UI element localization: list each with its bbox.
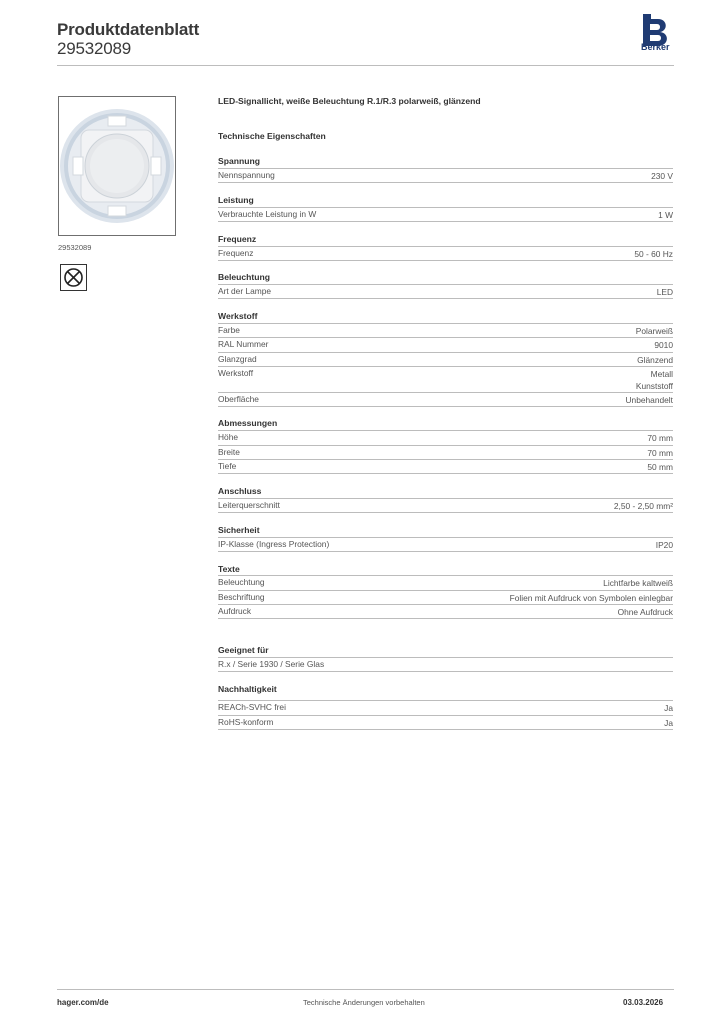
group-title-anschluss: Anschluss — [218, 486, 262, 496]
footer-date: 03.03.2026 — [623, 998, 664, 1007]
logo-wordmark: Berker — [641, 42, 670, 52]
row-value: 70 mm — [647, 433, 673, 443]
group-title-abmessungen: Abmessungen — [218, 418, 278, 428]
row-divider — [218, 512, 673, 513]
row-value: 50 mm — [647, 462, 673, 472]
table-row — [218, 537, 673, 551]
group-title-texte: Texte — [218, 564, 240, 574]
group-title-nachhaltigkeit: Nachhaltigkeit — [218, 684, 277, 694]
row-label: Werkstoff — [218, 368, 254, 378]
product-photo-icon — [59, 97, 175, 235]
row-label: Breite — [218, 447, 240, 457]
document-title: Produktdatenblatt — [57, 20, 200, 39]
table-row — [218, 459, 673, 473]
table-row — [218, 430, 673, 444]
row-value: 1 W — [658, 210, 673, 220]
row-divider — [218, 182, 673, 183]
table-row — [218, 284, 673, 298]
table-row — [218, 445, 673, 459]
table-row — [218, 590, 673, 604]
table-row — [218, 604, 673, 618]
row-value: Folien mit Aufdruck von Symbolen einlegbar — [509, 593, 673, 603]
row-value: Lichtfarbe kaltweiß — [603, 578, 673, 588]
row-value: LED — [656, 287, 673, 297]
row-label: Farbe — [218, 325, 240, 335]
row-label: Tiefe — [218, 461, 237, 471]
table-row — [218, 352, 673, 366]
row-value: Glänzend — [637, 355, 673, 365]
row-value: Ja — [664, 718, 673, 728]
row-value-line: Kunststoff — [635, 381, 673, 391]
row-value-line: Metall — [650, 369, 673, 379]
article-number: 29532089 — [57, 39, 132, 58]
footer-note: Technische Änderungen vorbehalten — [303, 998, 425, 1007]
group-title-frequenz: Frequenz — [218, 234, 257, 244]
row-label: REACh-SVHC frei — [218, 702, 286, 712]
footer-divider — [57, 989, 674, 990]
table-row — [218, 337, 673, 351]
table-row — [218, 366, 673, 392]
table-row — [218, 392, 673, 406]
group-title-geeignet-fuer: Geeignet für — [218, 645, 269, 655]
row-label: R.x / Serie 1930 / Serie Glas — [218, 659, 325, 669]
row-label: Höhe — [218, 432, 239, 442]
row-label: Frequenz — [218, 248, 254, 258]
group-title-spannung: Spannung — [218, 156, 261, 166]
row-label: Glanzgrad — [218, 354, 257, 364]
row-value: 230 V — [651, 171, 673, 181]
row-label: RAL Nummer — [218, 339, 269, 349]
footer-website-link[interactable]: hager.com/de — [57, 998, 109, 1007]
row-divider — [218, 729, 673, 730]
row-divider — [218, 260, 673, 261]
row-divider — [218, 473, 673, 474]
row-value: Ohne Aufdruck — [617, 607, 673, 617]
group-title-beleuchtung: Beleuchtung — [218, 272, 271, 282]
table-row — [218, 246, 673, 260]
table-row — [218, 323, 673, 337]
lamp-symbol-icon — [60, 264, 87, 291]
row-value: 70 mm — [647, 448, 673, 458]
row-label: Beleuchtung — [218, 577, 265, 587]
row-value: 9010 — [654, 340, 673, 350]
table-row — [218, 498, 673, 512]
header-divider — [57, 65, 674, 66]
row-label: Oberfläche — [218, 394, 259, 404]
table-row — [218, 575, 673, 589]
row-value — [636, 368, 673, 392]
row-label: Art der Lampe — [218, 286, 272, 296]
row-value: 50 - 60 Hz — [634, 249, 673, 259]
row-label: RoHS-konform — [218, 717, 274, 727]
row-divider — [218, 671, 673, 672]
row-value: IP20 — [655, 540, 673, 550]
table-row — [218, 715, 673, 729]
row-label: Aufdruck — [218, 606, 252, 616]
row-divider — [218, 298, 673, 299]
group-title-leistung: Leistung — [218, 195, 254, 205]
row-value: Unbehandelt — [625, 395, 673, 405]
row-label: Leiterquerschnitt — [218, 500, 280, 510]
row-divider — [218, 406, 673, 407]
row-label: Beschriftung — [218, 592, 265, 602]
row-label: Nennspannung — [218, 170, 275, 180]
row-label: IP-Klasse (Ingress Protection) — [218, 539, 330, 549]
row-value: 2,50 - 2,50 mm² — [613, 501, 673, 511]
row-value: Polarweiß — [635, 326, 673, 336]
image-caption: 29532089 — [58, 243, 92, 252]
row-label: Verbrauchte Leistung in W — [218, 209, 317, 219]
product-heading: LED-Signallicht, weiße Beleuchtung R.1/R.3 polarweiß, glänzend — [218, 96, 481, 106]
row-divider — [218, 551, 673, 552]
group-title-werkstoff: Werkstoff — [218, 311, 258, 321]
table-row — [218, 700, 673, 714]
section-heading: Technische Eigenschaften — [218, 131, 326, 141]
row-value: Ja — [664, 703, 673, 713]
row-divider — [218, 618, 673, 619]
row-divider — [218, 221, 673, 222]
product-image — [58, 96, 176, 236]
table-row — [218, 207, 673, 221]
table-row — [218, 168, 673, 182]
group-title-sicherheit: Sicherheit — [218, 525, 260, 535]
table-row — [218, 657, 673, 671]
